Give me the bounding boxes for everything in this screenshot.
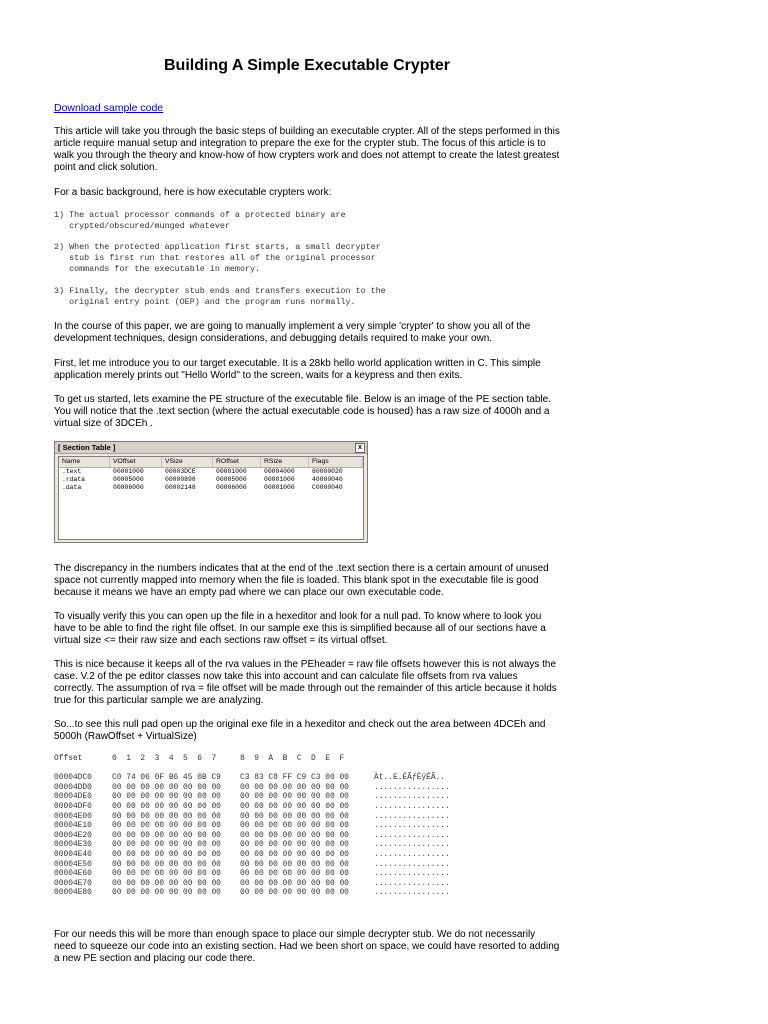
hex-ascii: Àt..E.ÉÃƒÈÿÉÃ.. bbox=[374, 773, 446, 783]
hex-row bbox=[54, 840, 474, 850]
hex-bytes: 00 00 00 00 00 00 00 00 bbox=[240, 792, 349, 802]
hex-bytes: 00 00 00 00 00 00 00 00 bbox=[240, 840, 349, 850]
hex-bytes: 00 00 00 00 00 00 00 00 bbox=[112, 801, 221, 811]
close-icon[interactable]: x bbox=[355, 443, 365, 453]
target-paragraph: First, let me introduce you to our target executable. It is a 28kb hello world application written in C. This simple application merely prints out "Hello World" to the screen, waits for a keypress and then exits. bbox=[54, 358, 541, 381]
hex-ascii: ................ bbox=[374, 830, 450, 840]
section-table-grid bbox=[58, 456, 364, 540]
hex-bytes: 00 00 00 00 00 00 00 00 bbox=[240, 878, 349, 888]
hex-bytes: 00 00 00 00 00 00 00 00 bbox=[240, 821, 349, 831]
discrepancy-paragraph: The discrepancy in the numbers indicates that at the end of the .text section there is a certain amount of unused space not currently mapped into memory when the file is loaded. This blank spot in the executable file is good because it means we have an empty pad where we can place our own executable code. bbox=[54, 563, 549, 598]
hex-ascii: ................ bbox=[374, 840, 450, 850]
table-row[interactable] bbox=[59, 476, 363, 484]
hex-ascii: ................ bbox=[374, 801, 450, 811]
hex-row bbox=[54, 783, 474, 793]
hex-bytes: 00 00 00 00 00 00 00 00 bbox=[240, 801, 349, 811]
hex-ascii: ................ bbox=[374, 811, 450, 821]
table-cell: 00001000 bbox=[113, 468, 144, 475]
hex-bytes: 00 00 00 00 00 00 00 00 bbox=[112, 849, 221, 859]
intro-paragraph: This article will take you through the basic steps of building an executable crypter. All of the steps performed in this article require manual setup and integration to prepare the exe for the crypter stub. The focus of this article is to walk you through the theory and know-how of how crypters work and does not attempt to create the latest greatest point and click solution. bbox=[54, 126, 560, 173]
course-paragraph: In the course of this paper, we are going to manually implement a very simple 'crypter' to show you all of the development techniques, design considerations, and debugging details required to make your own. bbox=[54, 321, 531, 344]
table-cell: .data bbox=[62, 484, 82, 491]
column-header-name[interactable]: Name bbox=[59, 457, 110, 467]
hex-bytes: C3 83 C8 FF C9 C3 00 00 bbox=[240, 773, 349, 783]
hex-row bbox=[54, 792, 474, 802]
table-cell: 40000040 bbox=[312, 476, 343, 483]
hex-offset: 00004E30 bbox=[54, 840, 92, 850]
rva-paragraph: This is nice because it keeps all of the rva values in the PEheader = raw file offsets however this is not always the case. V.2 of the pe editor classes now take this into account and can calculate file offsets from rva values correctly. The assumption of rva = file offset will be made through out the remainder of this article because it holds true for this particular sample we are analyzing. bbox=[54, 659, 557, 706]
hex-row bbox=[54, 831, 474, 841]
hex-bytes: 00 00 00 00 00 00 00 00 bbox=[112, 830, 221, 840]
hex-offset: 00004E50 bbox=[54, 859, 92, 869]
list-item: 2) When the protected application first starts, a small decrypter stub is first run that restores all of the original processor commands for the executable in memory. bbox=[54, 242, 381, 275]
column-header-flags[interactable]: Flags bbox=[309, 457, 363, 467]
hex-row bbox=[54, 802, 474, 812]
hex-bytes: 00 00 00 00 00 00 00 00 bbox=[112, 859, 221, 869]
hex-ascii: ................ bbox=[374, 849, 450, 859]
page-title: Building A Simple Executable Crypter bbox=[164, 57, 450, 74]
table-row[interactable] bbox=[59, 468, 363, 476]
hex-offset: 00004E00 bbox=[54, 811, 92, 821]
hex-row bbox=[54, 821, 474, 831]
pe-structure-paragraph: To get us started, lets examine the PE structure of the executable file. Below is an image of the PE section table. You will notice that the .text section (where the actual executable code is housed) has a raw size of 4000h and a virtual size of 3DCEh . bbox=[54, 394, 551, 429]
section-table-title: [ Section Table ] bbox=[58, 443, 116, 452]
column-header-roffset[interactable]: ROffset bbox=[213, 457, 261, 467]
table-cell: 00004000 bbox=[264, 468, 295, 475]
table-cell: 00003DCE bbox=[165, 468, 196, 475]
hex-ascii: ................ bbox=[374, 878, 450, 888]
list-item: 1) The actual processor commands of a protected binary are crypted/obscured/munged whatever bbox=[54, 210, 346, 232]
hex-bytes-header: 0 1 2 3 4 5 6 7 bbox=[112, 754, 217, 763]
table-cell: 00001000 bbox=[264, 484, 295, 491]
hex-bytes: C0 74 06 0F B6 45 0B C9 bbox=[112, 773, 221, 783]
hex-ascii: ................ bbox=[374, 888, 450, 898]
table-cell: 00001000 bbox=[264, 476, 295, 483]
table-cell: 00005000 bbox=[113, 476, 144, 483]
hex-row bbox=[54, 888, 474, 898]
hex-row bbox=[54, 812, 474, 822]
hex-offset: 00004DD0 bbox=[54, 782, 92, 792]
hex-bytes: 00 00 00 00 00 00 00 00 bbox=[240, 782, 349, 792]
hex-offset: 00004E80 bbox=[54, 888, 92, 898]
hex-offset-header: Offset bbox=[54, 754, 83, 763]
hex-offset: 00004DF0 bbox=[54, 801, 92, 811]
hex-rows bbox=[54, 773, 474, 898]
hex-ascii: ................ bbox=[374, 859, 450, 869]
table-cell: 00002148 bbox=[165, 484, 196, 491]
hex-bytes: 00 00 00 00 00 00 00 00 bbox=[112, 792, 221, 802]
hex-header bbox=[54, 754, 474, 764]
hex-ascii: ................ bbox=[374, 869, 450, 879]
hex-row bbox=[54, 860, 474, 870]
hex-offset: 00004E70 bbox=[54, 878, 92, 888]
table-cell: 00006000 bbox=[113, 484, 144, 491]
table-cell: 00006000 bbox=[216, 484, 247, 491]
hex-row bbox=[54, 879, 474, 889]
hex-offset: 00004DE0 bbox=[54, 792, 92, 802]
hex-bytes: 00 00 00 00 00 00 00 00 bbox=[240, 859, 349, 869]
hex-bytes: 00 00 00 00 00 00 00 00 bbox=[112, 782, 221, 792]
hex-bytes: 00 00 00 00 00 00 00 00 bbox=[112, 840, 221, 850]
column-header-vsize[interactable]: VSize bbox=[162, 457, 213, 467]
table-cell: C0000040 bbox=[312, 484, 343, 491]
table-row[interactable] bbox=[59, 484, 363, 492]
hex-offset: 00004E40 bbox=[54, 849, 92, 859]
hex-bytes: 00 00 00 00 00 00 00 00 bbox=[240, 888, 349, 898]
section-table-window bbox=[54, 441, 368, 543]
table-cell: 00005000 bbox=[216, 476, 247, 483]
section-table-titlebar bbox=[55, 442, 367, 454]
hex-dump bbox=[54, 754, 474, 898]
verify-paragraph: To visually verify this you can open up the file in a hexeditor and look for a null pad. To know where to look you have to be able to find the right file offset. In our sample exe this is simplified because all of our sections have a virtual size <= their raw size and each sections raw offset = its virtual offset. bbox=[54, 611, 546, 646]
hex-row bbox=[54, 869, 474, 879]
hex-bytes: 00 00 00 00 00 00 00 00 bbox=[240, 830, 349, 840]
table-cell: .text bbox=[62, 468, 82, 475]
download-sample-code-link[interactable]: Download sample code bbox=[54, 102, 164, 114]
column-header-rsize[interactable]: RSize bbox=[261, 457, 309, 467]
table-cell: 00001000 bbox=[216, 468, 247, 475]
section-table-header bbox=[59, 457, 363, 468]
hex-offset: 00004E20 bbox=[54, 830, 92, 840]
hex-bytes: 00 00 00 00 00 00 00 00 bbox=[112, 811, 221, 821]
background-paragraph: For a basic background, here is how executable crypters work: bbox=[54, 187, 332, 198]
hex-bytes: 00 00 00 00 00 00 00 00 bbox=[112, 888, 221, 898]
conclusion-paragraph: For our needs this will be more than enough space to place our simple decrypter stub. We do not necessarily need to squeeze our code into an existing section. Had we been short on space, we could have resorted to adding a new PE section and placing our code there. bbox=[54, 929, 560, 964]
null-pad-paragraph: So...to see this null pad open up the original exe file in a hexeditor and check out the area between 4DCEh and 5000h (RawOffset + VirtualSize) bbox=[54, 719, 546, 742]
hex-offset: 00004E10 bbox=[54, 821, 92, 831]
hex-bytes: 00 00 00 00 00 00 00 00 bbox=[240, 849, 349, 859]
hex-row bbox=[54, 850, 474, 860]
hex-bytes: 00 00 00 00 00 00 00 00 bbox=[112, 821, 221, 831]
hex-bytes-header: 8 9 A B C D E F bbox=[240, 754, 345, 763]
hex-offset: 00004E60 bbox=[54, 869, 92, 879]
hex-bytes: 00 00 00 00 00 00 00 00 bbox=[240, 869, 349, 879]
column-header-voffset[interactable]: VOffset bbox=[110, 457, 162, 467]
hex-spacer bbox=[54, 764, 474, 774]
table-cell: .rdata bbox=[62, 476, 86, 483]
hex-row bbox=[54, 773, 474, 783]
hex-bytes: 00 00 00 00 00 00 00 00 bbox=[112, 878, 221, 888]
table-cell: 00000898 bbox=[165, 476, 196, 483]
hex-offset: 00004DC0 bbox=[54, 773, 92, 783]
hex-ascii: ................ bbox=[374, 792, 450, 802]
hex-bytes: 00 00 00 00 00 00 00 00 bbox=[240, 811, 349, 821]
list-item: 3) Finally, the decrypter stub ends and transfers execution to the original entry point (OEP) and the program runs normally. bbox=[54, 286, 386, 308]
hex-ascii: ................ bbox=[374, 821, 450, 831]
table-cell: 60000020 bbox=[312, 468, 343, 475]
hex-ascii: ................ bbox=[374, 782, 450, 792]
hex-bytes: 00 00 00 00 00 00 00 00 bbox=[112, 869, 221, 879]
